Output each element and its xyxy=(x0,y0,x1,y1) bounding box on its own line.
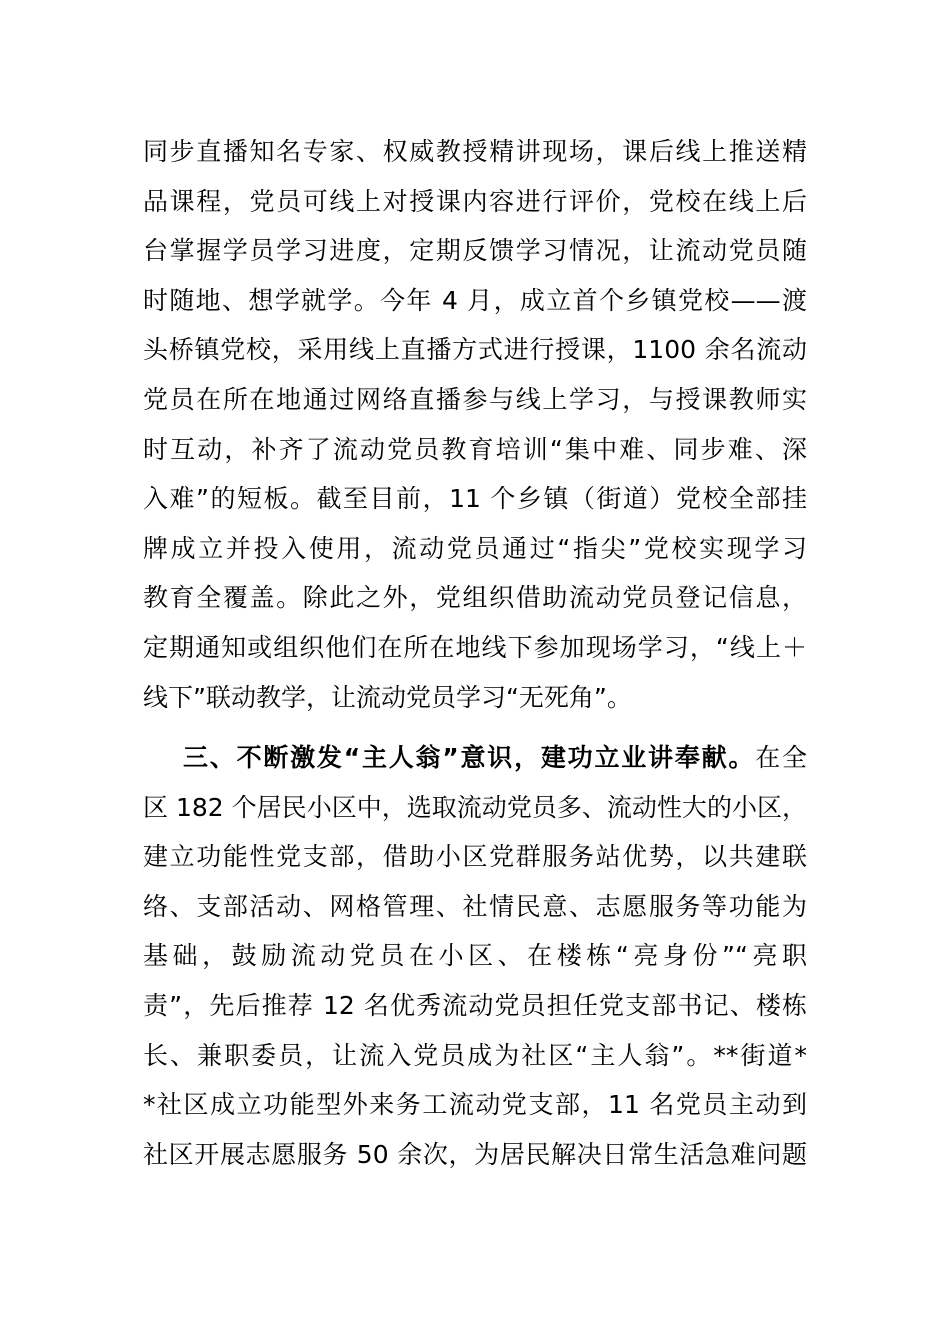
text-line: 络、支部活动、网格管理、社情民意、志愿服务等功能为 xyxy=(143,891,807,921)
paragraph-section-three xyxy=(143,733,807,1179)
text-line: 定期通知或组织他们在所在地线下参加现场学习，“线上＋ xyxy=(143,632,807,662)
text-line: 社区开展志愿服务 50 余次，为居民解决日常生活急难问题 xyxy=(143,1139,807,1169)
paragraph-online-learning xyxy=(143,127,807,722)
text-line: 时随地、想学就学。今年 4 月，成立首个乡镇党校——渡 xyxy=(143,285,807,315)
text-line: 教育全覆盖。除此之外，党组织借助流动党员登记信息， xyxy=(143,583,807,613)
text-line: 台掌握学员学习进度，定期反馈学习情况，让流动党员随 xyxy=(143,236,807,266)
text-line: 牌成立并投入使用，流动党员通过“指尖”党校实现学习 xyxy=(143,533,807,563)
section-heading-line xyxy=(143,733,807,783)
text-line: 入难”的短板。截至目前，11 个乡镇（街道）党校全部挂 xyxy=(143,484,807,514)
text-line-last: 线下”联动教学，让流动党员学习“无死角”。 xyxy=(143,682,632,712)
text-line: *社区成立功能型外来务工流动党支部，11 名党员主动到 xyxy=(143,1090,807,1120)
heading-line-rest: 在全 xyxy=(755,743,807,772)
text-line: 品课程，党员可线上对授课内容进行评价，党校在线上后 xyxy=(143,186,807,216)
text-line: 时互动，补齐了流动党员教育培训“集中难、同步难、深 xyxy=(143,434,807,464)
text-line: 党员在所在地通过网络直播参与线上学习，与授课教师实 xyxy=(143,384,807,414)
text-line: 责”，先后推荐 12 名优秀流动党员担任党支部书记、楼栋 xyxy=(143,990,807,1020)
text-line: 同步直播知名专家、权威教授精讲现场，课后线上推送精 xyxy=(143,137,807,166)
section-heading: 三、不断激发“主人翁”意识，建功立业讲奉献。 xyxy=(183,743,756,772)
text-line: 长、兼职委员，让流入党员成为社区“主人翁”。**街道* xyxy=(143,1040,807,1070)
text-line: 基础，鼓励流动党员在小区、在楼栋“亮身份”“亮职 xyxy=(143,941,807,971)
text-line: 区 182 个居民小区中，选取流动党员多、流动性大的小区， xyxy=(143,792,807,822)
text-line: 建立功能性党支部，借助小区党群服务站优势，以共建联 xyxy=(143,842,807,872)
text-line: 头桥镇党校，采用线上直播方式进行授课，1100 余名流动 xyxy=(143,335,807,365)
